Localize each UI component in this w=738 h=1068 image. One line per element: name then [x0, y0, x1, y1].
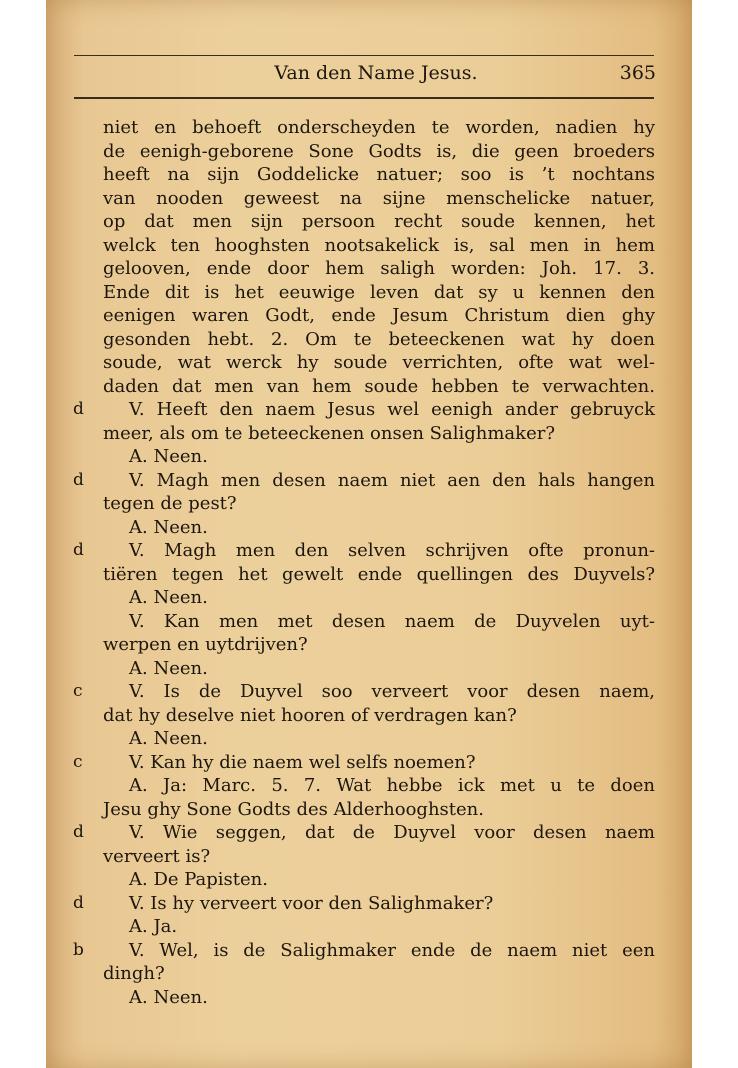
text-line-content: A. Neen.	[129, 728, 208, 749]
text-line-content: V. Wie seggen, dat de Duyvel voor desen naem	[129, 822, 655, 843]
text-line-content: dat hy deselve niet hooren of verdragen kan?	[103, 704, 517, 726]
text-line-content: dingh?	[103, 963, 165, 984]
page-number: 365	[619, 62, 656, 84]
text-line-content: gelooven, ende door hem saligh worden: Joh. 17. 3.	[103, 258, 655, 279]
text-line-content: V. Wel, is de Salighmaker ende de naem niet een	[129, 939, 655, 961]
text-line	[103, 727, 655, 751]
text-line	[73, 892, 655, 916]
running-header-title: Van den Name Jesus.	[274, 62, 478, 84]
margin-marker: d	[73, 469, 84, 490]
text-line	[103, 845, 655, 869]
text-line	[103, 610, 655, 634]
text-line	[103, 798, 655, 822]
text-line-content: daden dat men van hem soude hebben te verwachten.	[103, 375, 655, 397]
text-line-content: Jesu ghy Sone Godts des Alderhooghsten.	[103, 798, 484, 820]
text-line-content: de eenigh-geborene Sone Godts is, die geen broeders	[103, 140, 655, 162]
text-line	[103, 163, 655, 187]
text-line	[103, 962, 655, 986]
text-line-content: niet en behoeft onderscheyden te worden, nadien hy	[103, 117, 655, 138]
text-line	[103, 187, 655, 211]
text-line	[103, 304, 655, 328]
text-line	[103, 445, 655, 469]
text-line-content: tegen de pest?	[103, 493, 237, 514]
text-line-content: van nooden geweest na sijne menschelicke natuer,	[103, 187, 655, 209]
text-line-content: op dat men sijn persoon recht soude kennen, het	[103, 211, 655, 232]
margin-marker: c	[73, 751, 83, 772]
text-line	[73, 821, 655, 845]
text-line-content: Ende dit is het eeuwige leven dat sy u kennen den	[103, 281, 655, 303]
text-line	[103, 116, 655, 140]
text-line-content: soude, wat werck hy soude verrichten, ofte wat wel-	[103, 352, 655, 373]
text-line	[103, 234, 655, 258]
text-line	[103, 915, 655, 939]
text-line	[103, 210, 655, 234]
text-line	[103, 868, 655, 892]
text-line-content: tiëren tegen het gewelt ende quellingen des Duyvels?	[103, 563, 655, 585]
text-line	[103, 375, 655, 399]
text-line-content: V. Is hy verveert voor den Salighmaker?	[129, 892, 494, 914]
text-line-content: werpen en uytdrijven?	[103, 634, 308, 655]
text-line-content: welck ten hooghsten nootsakelick is, sal men in hem	[103, 234, 655, 256]
header-top-rule	[74, 55, 654, 56]
text-line	[73, 680, 655, 704]
margin-marker: d	[73, 892, 84, 913]
text-line	[103, 704, 655, 728]
text-line-content: A. Ja: Marc. 5. 7. Wat hebbe ick met u te doen	[129, 775, 655, 796]
text-line	[73, 939, 655, 963]
text-line	[103, 351, 655, 375]
text-line-content: A. Neen.	[129, 986, 208, 1008]
text-line	[103, 140, 655, 164]
text-line	[103, 422, 655, 446]
text-line	[103, 633, 655, 657]
text-line-content: V. Heeft den naem Jesus wel eenigh ander gebruyck	[129, 399, 655, 420]
text-line	[103, 516, 655, 540]
text-line	[103, 774, 655, 798]
text-line-content: A. Neen.	[129, 516, 208, 538]
book-page	[46, 0, 692, 1068]
text-line	[103, 492, 655, 516]
text-line-content: heeft na sijn Goddelicke natuer; soo is ’t nochtans	[103, 164, 655, 185]
text-line	[73, 539, 655, 563]
text-line	[103, 563, 655, 587]
text-line	[73, 398, 655, 422]
text-body	[73, 116, 655, 1009]
text-line	[103, 257, 655, 281]
text-line	[103, 586, 655, 610]
text-line-content: gesonden hebt. 2. Om te beteeckenen wat hy doen	[103, 328, 655, 350]
text-line-content: V. Magh men den selven schrijven ofte pronun-	[129, 540, 655, 561]
margin-marker: d	[73, 540, 84, 560]
text-line-content: A. Ja.	[129, 916, 178, 937]
text-line	[103, 328, 655, 352]
text-line-content: V. Kan hy die naem wel selfs noemen?	[129, 751, 476, 773]
margin-marker: b	[73, 939, 84, 960]
text-line	[73, 751, 655, 775]
text-line-content: V. Is de Duyvel soo verveert voor desen naem,	[129, 681, 655, 702]
text-line-content: V. Kan men met desen naem de Duyvelen uyt-	[129, 610, 655, 632]
text-line	[103, 657, 655, 681]
text-line	[103, 986, 655, 1010]
margin-marker: d	[73, 822, 84, 842]
text-line	[73, 469, 655, 493]
text-line-content: meer, als om te beteeckenen onsen Salighmaker?	[103, 422, 555, 444]
text-line-content: A. Neen.	[129, 657, 208, 679]
text-line	[103, 281, 655, 305]
text-line-content: A. Neen.	[129, 587, 208, 608]
header-bottom-rule	[74, 97, 654, 99]
margin-marker: d	[73, 399, 84, 419]
text-line-content: V. Magh men desen naem niet aen den hals hangen	[129, 469, 655, 491]
text-line-content: eenigen waren Godt, ende Jesum Christum dien ghy	[103, 305, 655, 326]
text-line-content: verveert is?	[103, 845, 211, 867]
text-line-content: A. Neen.	[129, 446, 208, 467]
text-line-content: A. De Papisten.	[129, 869, 268, 890]
margin-marker: c	[73, 681, 83, 701]
